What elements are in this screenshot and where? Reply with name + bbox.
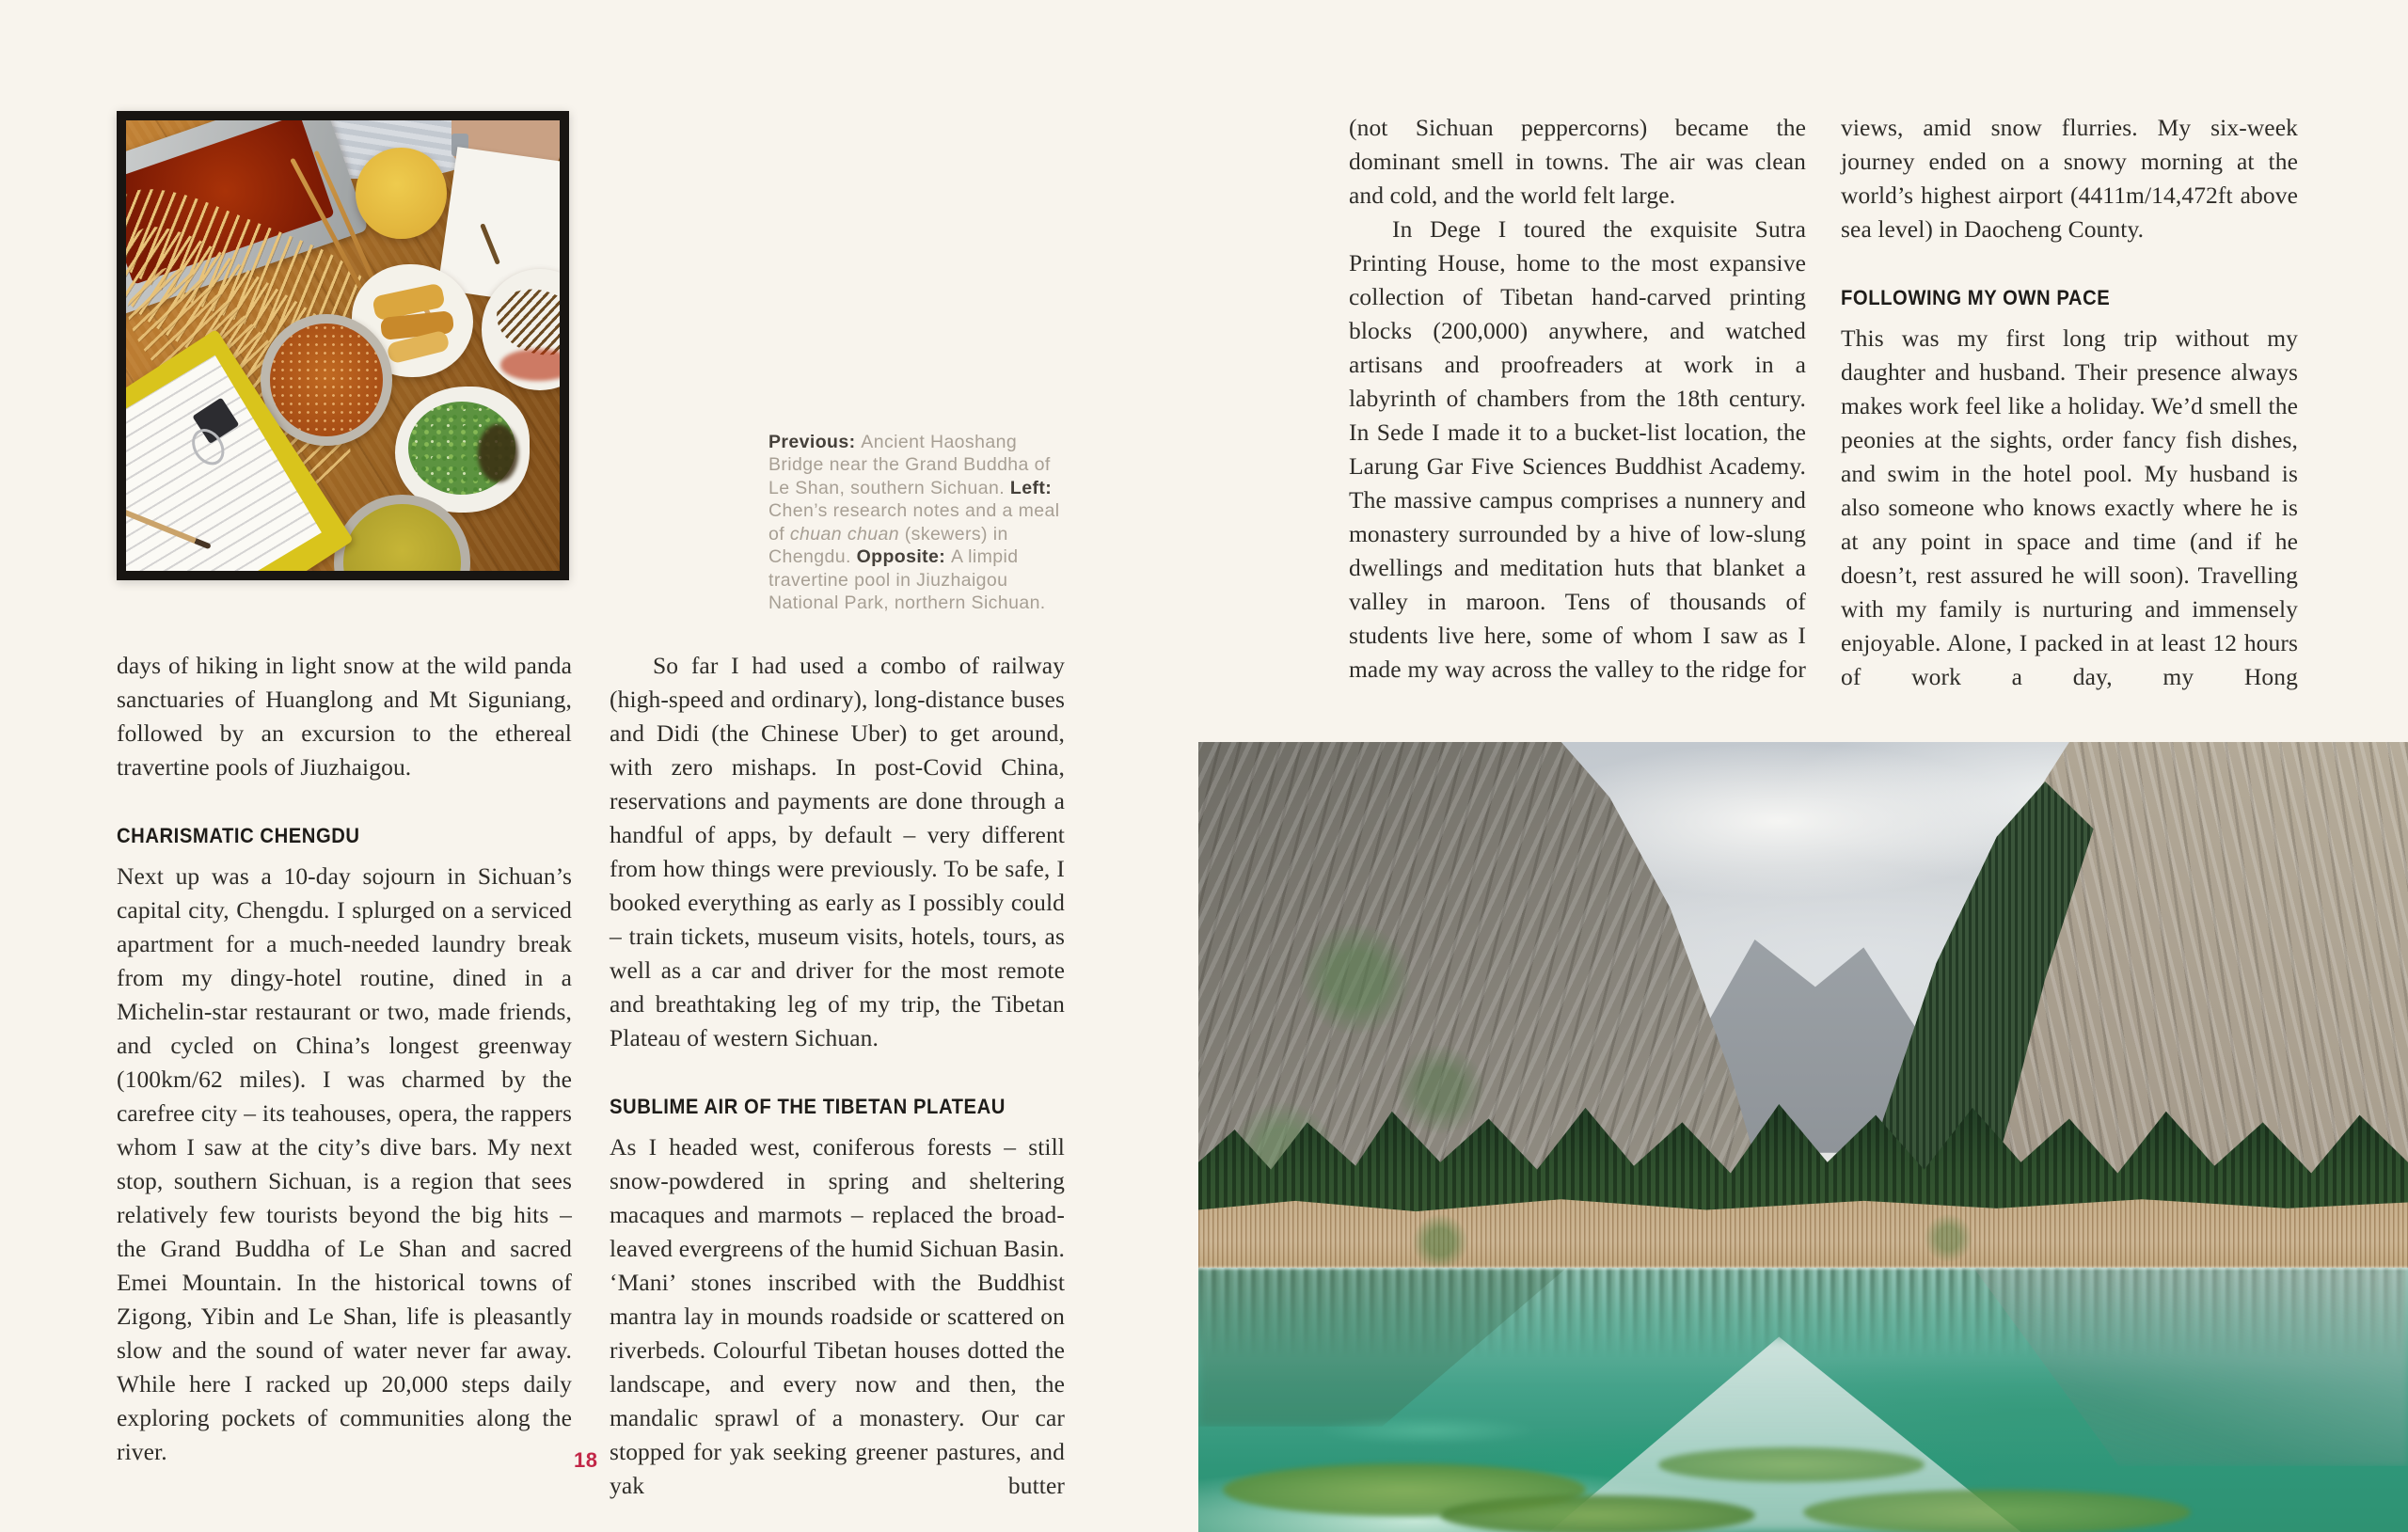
dipping-oil-bowl <box>356 148 447 239</box>
caption-label-opposite: Opposite: <box>856 546 952 567</box>
underwater-algae <box>1803 1490 2191 1532</box>
body-paragraph: As I headed west, coniferous forests – still snow-powdered in spring and sheltering macaques and marmots – replaced the broad-leaved evergreens of the humid Sichuan Basin. ‘Mani’ stones inscribed with the Buddhist mantra lay in mounds roadside or scattered on riverbeds. Colourful Tibetan houses dotted the landscape, and every now and then, the mandalic sprawl of a monastery. Our car stopped for yak seeking greener pastures, and yak butter <box>610 1133 1065 1499</box>
food-photo-frame <box>117 111 569 580</box>
body-paragraph: This was my first long trip without my daughter and husband. Their presence always makes work feel like a holiday. We’d smell the peonies at the sights, order fancy fish dishes, and swim in the hotel pool. My husband is also someone who knows exactly where he is at any point in space and time (and if he doesn’t, rest assured he will soon). Travelling with my family is nurturing and immensely enjoyable. Alone, I packed in at least 12 hours of work a day, my Hong <box>1841 324 2298 690</box>
caption-label-left: Left: <box>1009 477 1053 498</box>
section-heading-sublime-air: SUBLIME AIR OF THE TIBETAN PLATEAU <box>610 1095 1006 1118</box>
right-page-column-1 <box>1349 111 1806 687</box>
caption-text: Ancient Haoshang Bridge near the Grand Buddha of Le Shan, southern Sichuan. <box>768 431 1051 498</box>
underwater-algae <box>1320 1416 1537 1445</box>
section-heading-charismatic-chengdu: CHARISMATIC CHENGDU <box>117 824 360 847</box>
body-paragraph: In Dege I toured the exquisite Sutra Printing House, home to the most expansive collection of Tibetan hand-carved printing blocks (200,000) anywhere, and watched artisans and proofreaders at work in a labyrinth of chambers from the 18th century. In Sede I made it to a bucket-list location, the Larung Gar Five Sciences Buddhist Academy. The massive campus comprises a nunnery and monastery surrounded by a hive of low-slung dwellings and meditation huts that blanket a valley in maroon. Tens of thousands of students live here, some of whom I saw as I made my way across the valley to the ridge for <box>1349 215 1806 683</box>
page-number: 18 <box>574 1448 598 1472</box>
right-page-column-2 <box>1841 111 2298 694</box>
dark-sauce <box>478 424 518 482</box>
waterline <box>1198 1267 2408 1270</box>
caption-text: (skewers) in Chengdu. <box>768 523 1008 567</box>
red-sauce <box>500 349 560 381</box>
chili-powder-dip <box>261 314 392 446</box>
body-paragraph: days of hiking in light snow at the wild panda sanctuaries of Huanglong and Mt Siguniang, followed by an excursion to the ethereal travertine pools of Jiuzhaigou. <box>117 652 572 781</box>
underwater-algae <box>1658 1447 1925 1481</box>
body-paragraph: Next up was a 10-day sojourn in Sichuan’s capital city, Chengdu. I splurged on a serviced apartment for a much-needed laundry break from my dingy-hotel routine, dined in a Michelin-star restaurant or two, made friends, and cycled on China’s longest greenway (100km/62 miles). I was charmed by the carefree city – its teahouses, opera, the rappers whom I saw at the city’s dive bars. My next stop, southern Sichuan, is a region that sees relatively few tourists beyond the big hits – the Grand Buddha of Le Shan and sacred Emei Mountain. In the historical towns of Zigong, Yibin and Le Shan, life is pleasantly slow and the sound of water never far away. While here I racked up 20,000 steps daily exploring pockets of communities along the river. <box>117 862 572 1465</box>
caption-text: Chen’s research notes and a meal of <box>768 500 1060 545</box>
left-page-column-2 <box>610 649 1065 1503</box>
photo-caption <box>768 431 1065 615</box>
body-paragraph: (not Sichuan peppercorns) became the dominant smell in towns. The air was clean and cold, and the world felt large. <box>1349 114 1806 209</box>
caption-italic-term: chuan chuan <box>789 523 899 545</box>
travertine-lake <box>1198 1268 2408 1532</box>
food-photo <box>126 120 560 571</box>
herb-salad-plate <box>395 387 530 513</box>
lake-photo <box>1198 742 2408 1532</box>
section-heading-following-my-own-pace: FOLLOWING MY OWN PACE <box>1841 286 2111 309</box>
caption-label-previous: Previous: <box>768 431 862 452</box>
body-paragraph: views, amid snow flurries. My six-week journey ended on a snowy morning at the world’s highest airport (4411m/14,472ft above sea level) in Daocheng County. <box>1841 114 2298 243</box>
body-paragraph: So far I had used a combo of railway (high-speed and ordinary), long-distance buses and Didi (the Chinese Uber) to get around, with zero mishaps. In post-Covid China, reservations and payments are done through a handful of apps, by default – very different from how things were previously. To be safe, I booked everything as early as I possibly could – train tickets, museum visits, hotels, tours, as well as a car and driver for the most remote and breathtaking leg of my trip, the Tibetan Plateau of western Sichuan. <box>610 652 1065 1051</box>
caption-text: A limpid travertine pool in Jiuzhaigou National Park, northern Sichuan. <box>768 546 1046 613</box>
left-page-column-1 <box>117 649 572 1469</box>
underwater-algae <box>1440 1495 1754 1532</box>
